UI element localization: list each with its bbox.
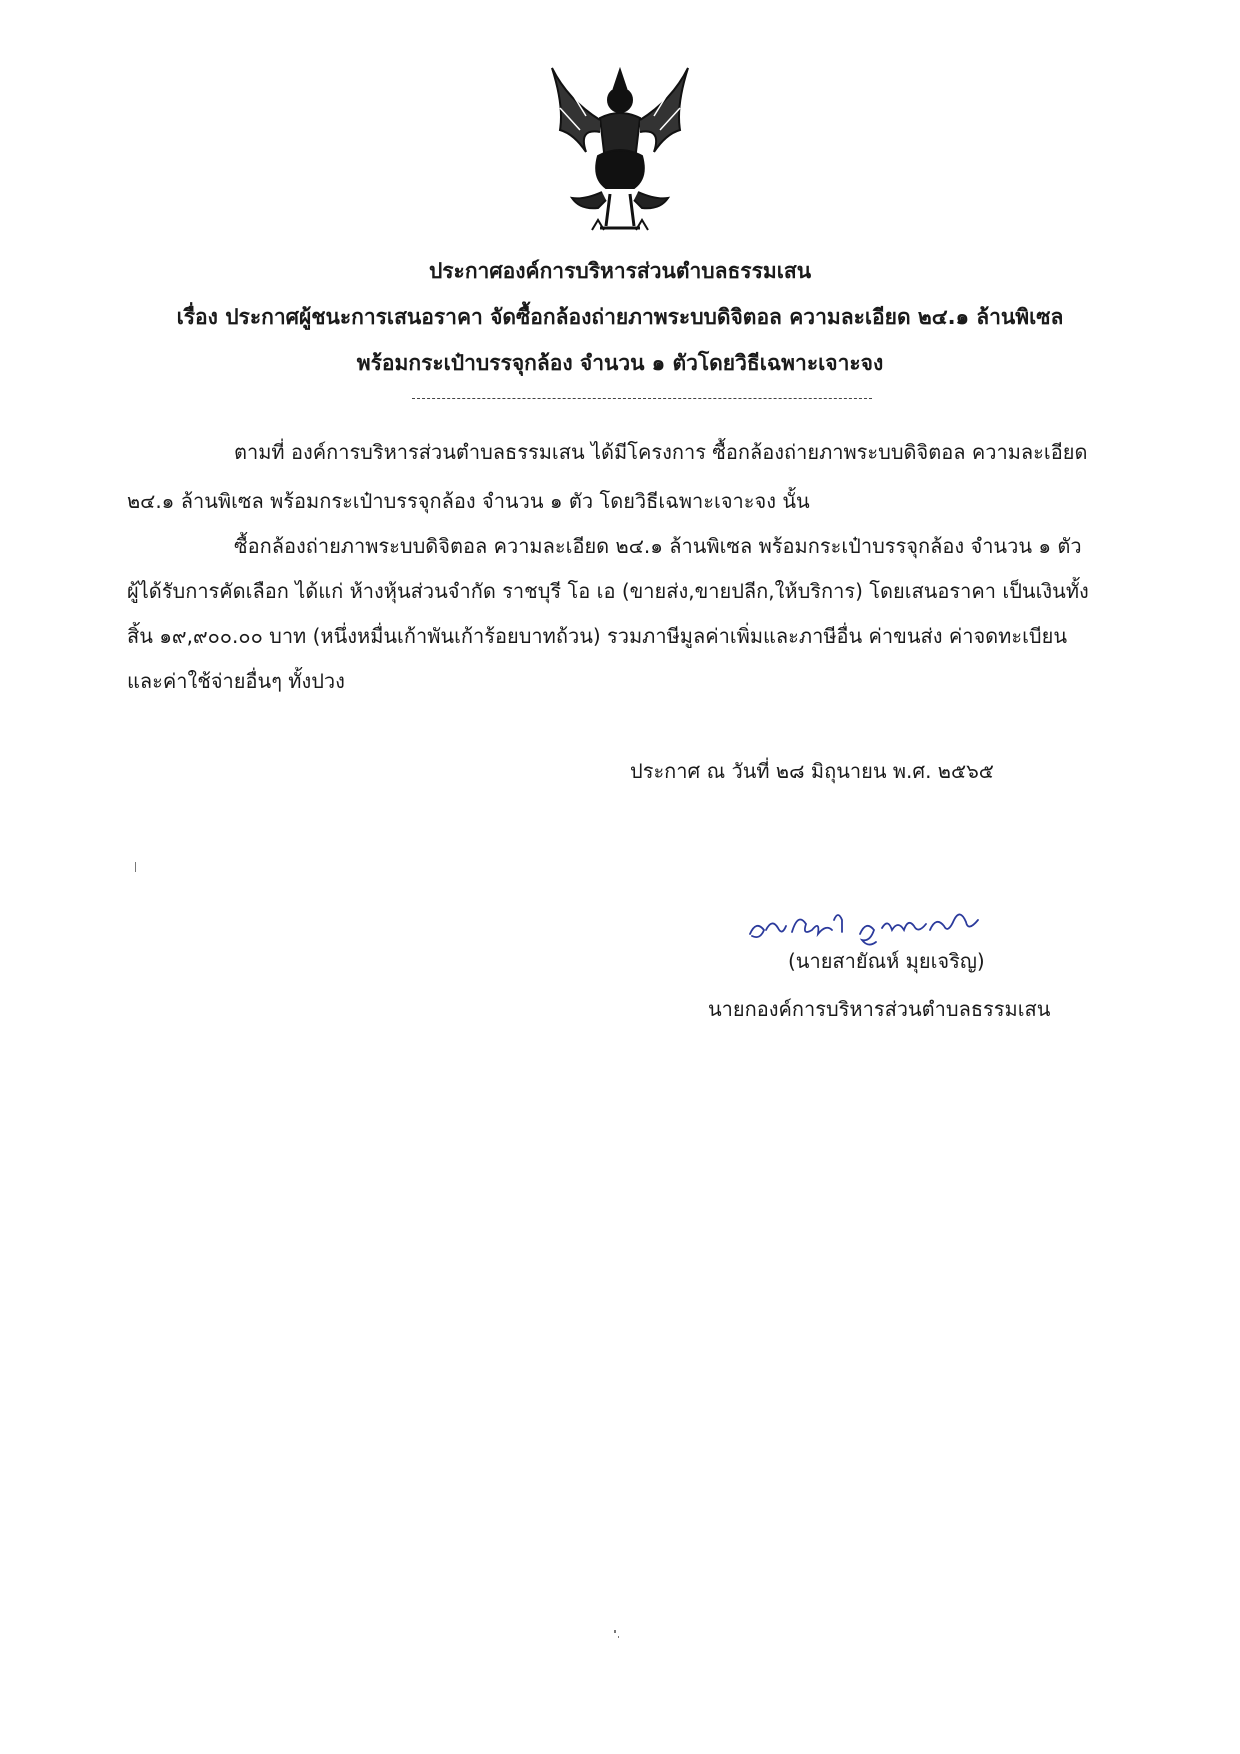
garuda-emblem-icon xyxy=(540,60,700,240)
announcement-date: ประกาศ ณ วันที่ ๒๘ มิถุนายน พ.ศ. ๒๕๖๕ xyxy=(630,759,994,783)
body-line-4: ผู้ได้รับการคัดเลือก ได้แก่ ห้างหุ้นส่วนจำกัด ราชบุรี โอ เอ (ขายส่ง,ขายปลีก,ให้บริการ) โดยเสนอราคา เป็นเงินทั้ง xyxy=(127,579,1089,603)
body-line-3: ซื้อกล้องถ่ายภาพระบบดิจิตอล ความละเอียด ๒๔.๑ ล้านพิเซล พร้อมกระเป๋าบรรจุกล้อง จำนวน ๑ ตัว xyxy=(234,534,1082,558)
handwritten-signature xyxy=(742,890,992,950)
body-line-1: ตามที่ องค์การบริหารส่วนตำบลธรรมเสน ได้มีโครงการ ซื้อกล้องถ่ายภาพระบบดิจิตอล ความละเอียด xyxy=(234,440,1088,464)
signer-title: นายกองค์การบริหารส่วนตำบลธรรมเสน xyxy=(708,997,1051,1021)
signer-name: (นายสายัณห์ มุยเจริญ) xyxy=(788,949,985,973)
document-subject-continued: พร้อมกระเป๋าบรรจุกล้อง จำนวน ๑ ตัวโดยวิธีเฉพาะเจาะจง xyxy=(356,351,884,375)
document-subject: เรื่อง ประกาศผู้ชนะการเสนอราคา จัดซื้อกล้องถ่ายภาพระบบดิจิตอล ความละเอียด ๒๔.๑ ล้านพิเซล xyxy=(176,305,1064,329)
document-title: ประกาศองค์การบริหารส่วนตำบลธรรมเสน xyxy=(428,259,812,283)
body-line-2: ๒๔.๑ ล้านพิเซล พร้อมกระเป๋าบรรจุกล้อง จำนวน ๑ ตัว โดยวิธีเฉพาะเจาะจง นั้น xyxy=(127,489,810,513)
scan-speck xyxy=(614,1630,616,1633)
separator-line xyxy=(412,398,872,399)
scan-speck xyxy=(618,1636,619,1638)
body-line-5: สิ้น ๑๙,๙๐๐.๐๐ บาท (หนึ่งหมื่นเก้าพันเก้าร้อยบาทถ้วน) รวมภาษีมูลค่าเพิ่มและภาษีอื่น ค่าขนส่ง ค่าจดทะเบียน xyxy=(127,624,1067,648)
scan-speck xyxy=(135,862,136,872)
body-line-6: และค่าใช้จ่ายอื่นๆ ทั้งปวง xyxy=(127,669,345,693)
